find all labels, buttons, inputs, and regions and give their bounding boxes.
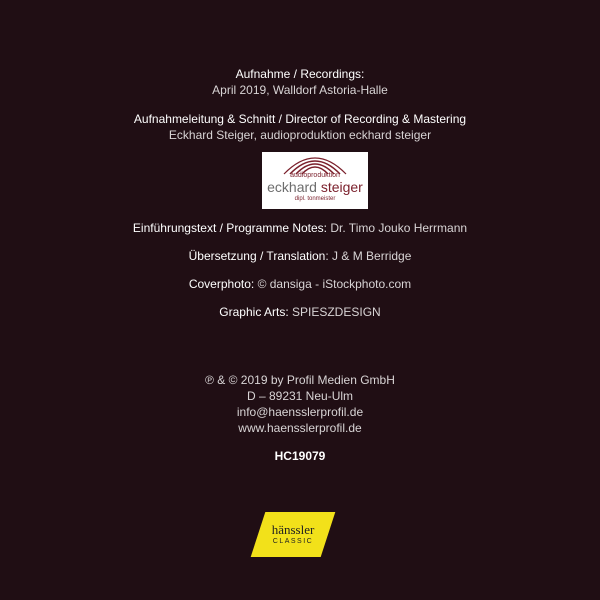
graphic-value: SPIESZDESIGN bbox=[292, 305, 381, 319]
recording-heading: Aufnahme / Recordings: bbox=[235, 67, 365, 81]
haenssler-classic-logo bbox=[250, 512, 336, 557]
director-heading: Aufnahmeleitung & Schnitt / Director of Recording & Mastering bbox=[133, 112, 467, 126]
studio-logo-name-last: steiger bbox=[320, 179, 363, 195]
notes-line bbox=[0, 220, 600, 236]
studio-logo-name-first: eckhard bbox=[267, 179, 317, 195]
graphic-line bbox=[0, 304, 600, 320]
notes-value: Dr. Timo Jouko Herrmann bbox=[330, 221, 468, 235]
translation-value: : J & M Berridge bbox=[325, 249, 412, 263]
recording-value: April 2019, Walldorf Astoria-Halle bbox=[212, 83, 388, 97]
studio-logo-sub-text: dipl. tonmeister bbox=[294, 196, 336, 202]
address-text: D – 89231 Neu-Ulm bbox=[246, 389, 354, 403]
copyright-text: ℗ & © 2019 by Profil Medien GmbH bbox=[205, 373, 395, 387]
email-text: info@haensslerprofil.de bbox=[236, 405, 364, 419]
website-text: www.haensslerprofil.de bbox=[238, 421, 362, 435]
studio-logo-top-text: audioproduktion bbox=[290, 172, 340, 179]
haenssler-logo-name: hänssler bbox=[271, 522, 315, 537]
cover-heading: Coverphoto: bbox=[188, 277, 255, 291]
notes-heading: Einführungstext / Programme Notes: bbox=[132, 221, 328, 235]
studio-logo-name bbox=[262, 179, 368, 195]
studio-logo bbox=[262, 152, 368, 209]
catalog-number: HC19079 bbox=[274, 449, 326, 463]
translation-heading: Übersetzung / Translation bbox=[188, 249, 326, 263]
director-value: Eckhard Steiger, audioproduktion eckhard steiger bbox=[168, 128, 432, 142]
graphic-heading: Graphic Arts: bbox=[219, 305, 289, 319]
cover-line bbox=[0, 276, 600, 292]
haenssler-logo-subtitle: CLASSIC bbox=[272, 538, 314, 545]
cover-value: © dansiga - iStockphoto.com bbox=[257, 277, 412, 291]
translation-line bbox=[0, 248, 600, 264]
